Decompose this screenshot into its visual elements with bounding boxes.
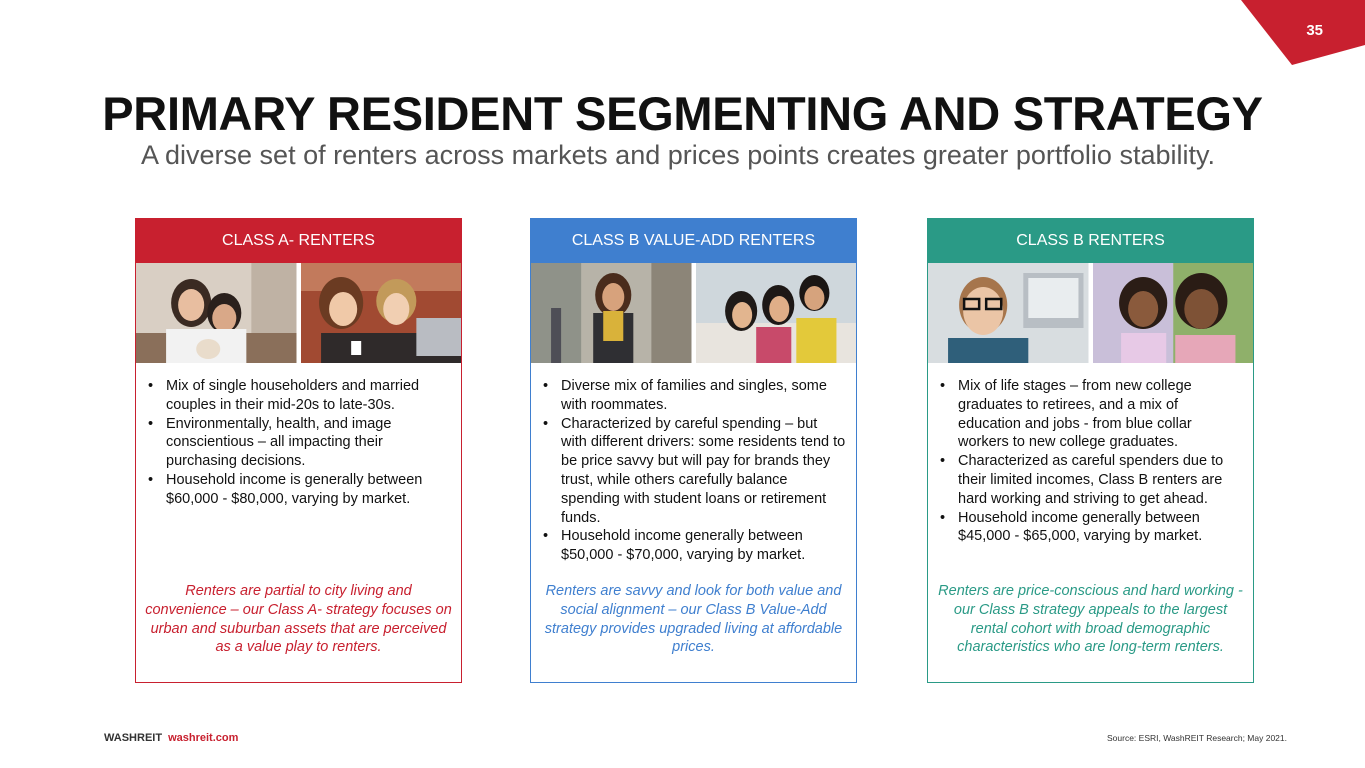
class-a-bullet-list (136, 363, 461, 509)
class-b-value-add-header-label: CLASS B VALUE-ADD RENTERS (571, 232, 816, 249)
friends-selfie-photo (696, 263, 857, 363)
class-b-strategy-note: Renters are price-conscious and hard working - our Class B strategy appeals to the largest rental cohort with broad demographic characteristics who are long-term renters. (938, 583, 1243, 656)
class-b-value-add-photos (531, 263, 856, 363)
class-a-card (135, 218, 462, 683)
class-a-bullet: • Environmentally, health, and image conscientious – all impacting their purchasing decisions. (148, 415, 451, 471)
page-title: PRIMARY RESIDENT SEGMENTING AND STRATEGY (102, 87, 1263, 140)
class-b-value-add-bullet: • Characterized by careful spending – but with different drivers: some residents tend to be price savvy but will pay for brands they trust, while others carefully balance spending with student loans or retirement funds. (543, 415, 846, 528)
mother-daughter-photo (1093, 263, 1254, 363)
class-b-bullet: • Household income generally between $45,000 - $65,000, varying by market. (940, 509, 1243, 547)
class-a-bullet: • Household income is generally between $60,000 - $80,000, varying by market. (148, 471, 451, 509)
class-b-value-add-card (530, 218, 857, 683)
class-b-header-label: CLASS B RENTERS (1016, 232, 1165, 249)
page-subtitle: A diverse set of renters across markets and prices points creates greater portfolio stability. (141, 140, 1215, 170)
friends-at-laptop-photo (301, 263, 462, 363)
class-b-bullet-list (928, 363, 1253, 546)
class-a-bullet: • Mix of single householders and married couples in their mid-20s to late-30s. (148, 377, 451, 415)
class-a-header-label: CLASS A- RENTERS (222, 232, 375, 249)
class-b-bullet: • Mix of life stages – from new college graduates to retirees, and a mix of education and jobs - from blue collar workers to new college graduates. (940, 377, 1243, 452)
class-a-photos (136, 263, 461, 363)
footer-brand (104, 732, 238, 744)
class-b-photos (928, 263, 1253, 363)
class-b-header (928, 219, 1253, 263)
young-man-glasses-photo (928, 263, 1089, 363)
couple-with-dog-photo (136, 263, 297, 363)
page-number: 35 (1306, 22, 1323, 39)
class-a-header (136, 219, 461, 263)
class-b-bullet: • Characterized as careful spenders due to their limited incomes, Class B renters are hard working and striving to get ahead. (940, 452, 1243, 508)
class-b-value-add-header (531, 219, 856, 263)
page-corner-tab (1235, 0, 1365, 66)
footer-url-link[interactable]: washreit.com (168, 732, 239, 744)
footer-source: Source: ESRI, WashREIT Research; May 2021. (1107, 733, 1287, 743)
footer-brand-name: WASHREIT (104, 732, 163, 744)
class-a-strategy-note: Renters are partial to city living and convenience – our Class A- strategy focuses on urban and suburban assets that are perceived as a value play to renters. (145, 583, 452, 656)
class-b-card (927, 218, 1254, 683)
class-b-value-add-bullet-list (531, 363, 856, 565)
class-b-value-add-bullet: • Diverse mix of families and singles, some with roommates. (543, 377, 846, 415)
class-b-value-add-strategy-note: Renters are savvy and look for both value and social alignment – our Class B Value-Add strategy provides upgraded living at affordable prices. (544, 583, 843, 656)
class-b-value-add-bullet: • Household income generally between $50,000 - $70,000, varying by market. (543, 527, 846, 565)
woman-on-street-photo (531, 263, 692, 363)
